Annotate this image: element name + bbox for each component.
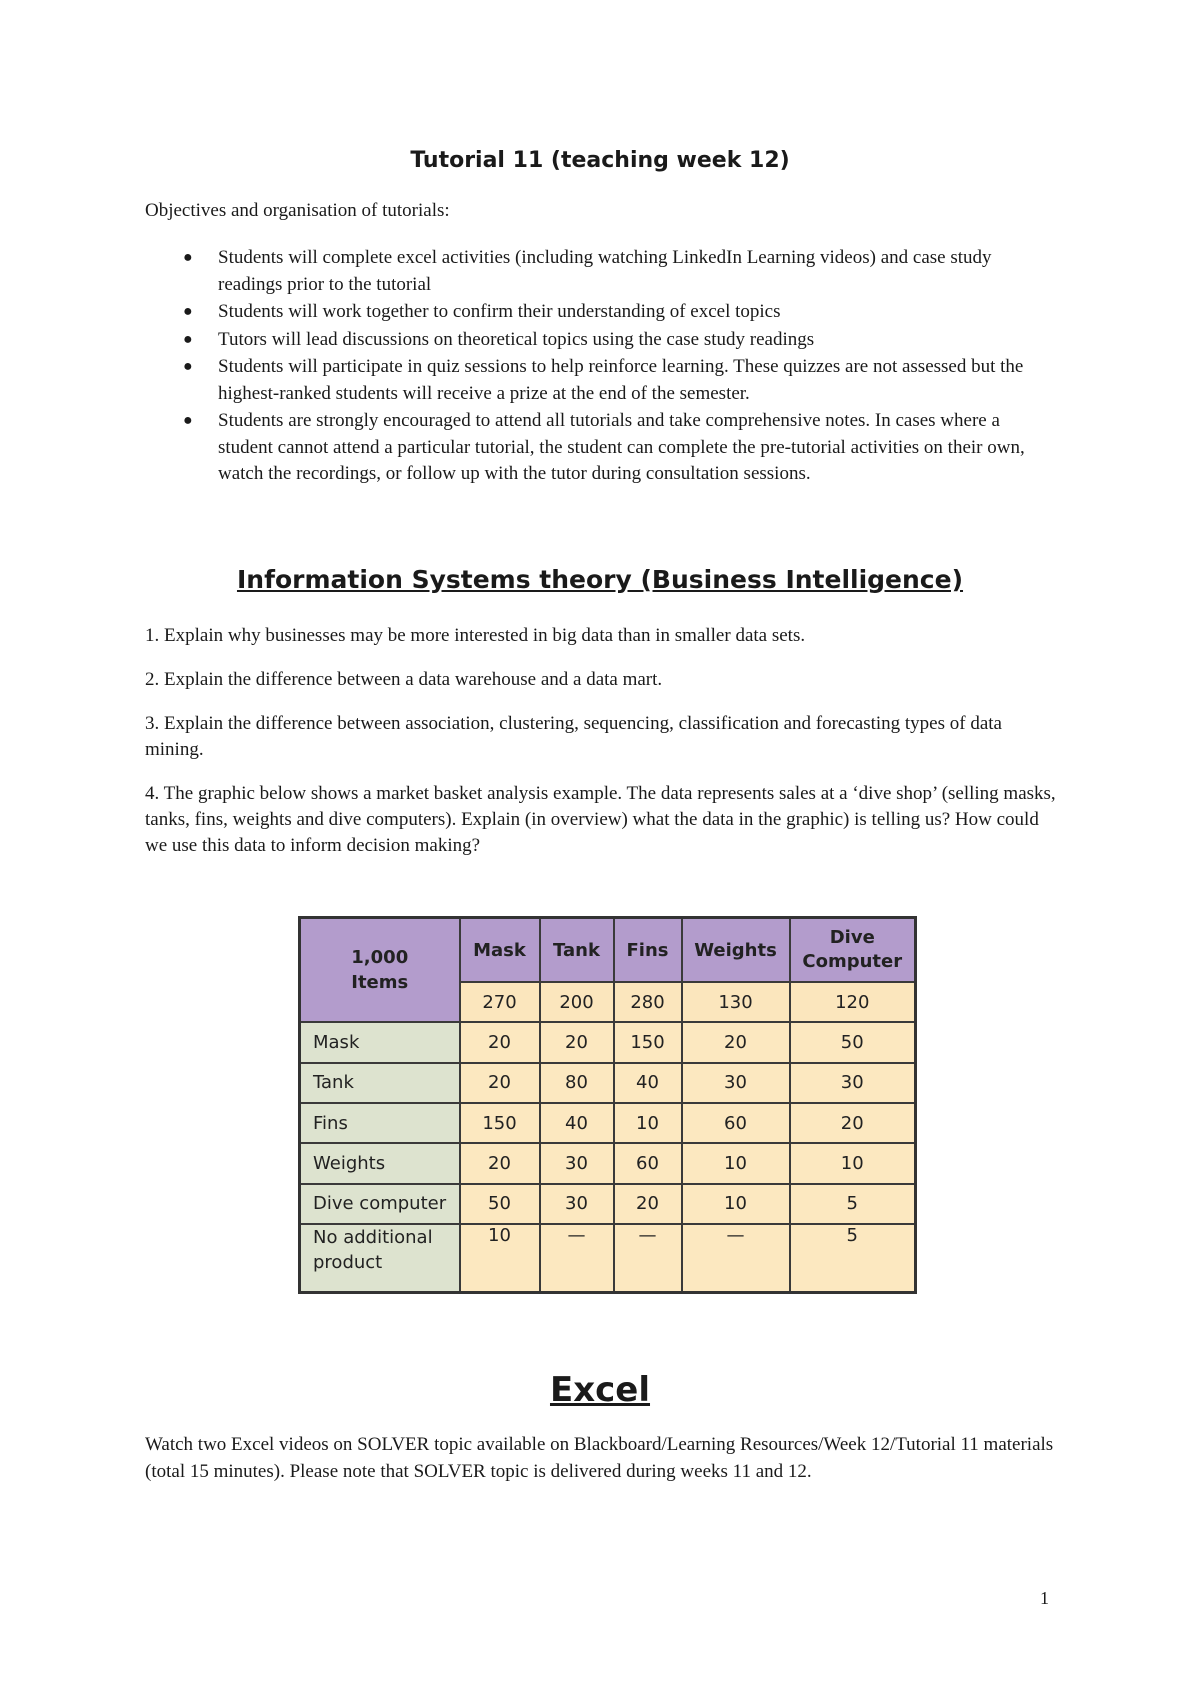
table-cell: —	[540, 1224, 614, 1293]
list-item	[145, 299, 1045, 326]
table-cell: 10	[460, 1224, 540, 1293]
table-cell: 40	[614, 1063, 682, 1103]
bullet-icon: ●	[183, 303, 193, 320]
total-cell: 200	[540, 982, 614, 1022]
list-item-text: Students will participate in quiz sessions to help reinforce learning. These quizzes are not assessed but the highest-ranked students will receive a prize at the end of the semester.	[218, 356, 1024, 404]
excel-instructions: Watch two Excel videos on SOLVER topic available on Blackboard/Learning Resources/Week 12/Tutorial 11 materials (total 15 minutes). Please note that SOLVER topic is delivered during weeks 11 and 12.	[145, 1434, 1054, 1482]
table-cell: 20	[614, 1184, 682, 1224]
table-cell: 20	[460, 1063, 540, 1103]
question-1: 1. Explain why businesses may be more interested in big data than in smaller data sets.	[145, 625, 806, 646]
table-row	[300, 1143, 916, 1183]
table-row	[300, 1224, 916, 1293]
table-cell: 10	[790, 1143, 916, 1183]
objectives-intro: Objectives and organisation of tutorials:	[145, 200, 450, 221]
row-label: Dive computer	[300, 1184, 460, 1224]
column-header: Fins	[614, 918, 682, 983]
column-header: Dive Computer	[790, 918, 916, 983]
list-item	[145, 245, 1045, 298]
market-basket-table-figure	[298, 916, 914, 1294]
table-cell: 5	[790, 1184, 916, 1224]
table-cell: 30	[682, 1063, 790, 1103]
list-item	[145, 327, 1045, 354]
total-cell: 280	[614, 982, 682, 1022]
bullet-icon: ●	[183, 412, 193, 429]
page-number: 1	[1040, 1588, 1049, 1608]
table-cell: 20	[460, 1143, 540, 1183]
section-heading: Information Systems theory (Business Intelligence)	[236, 565, 964, 594]
list-item-text: Students will complete excel activities (including watching LinkedIn Learning videos) and case study readings prior to the tutorial	[218, 247, 992, 295]
row-label: No additional product	[300, 1224, 460, 1293]
table-cell: 30	[790, 1063, 916, 1103]
corner-line-1: 1,000	[351, 947, 409, 969]
table-cell: 20	[682, 1022, 790, 1062]
question-4: 4. The graphic below shows a market basket analysis example. The data represents sales at a ‘dive shop’ (selling masks, tanks, fins, weights and dive computers). Explain (in overview) what the data in the graphic) is telling us? How could we use this data to inform decision making?	[145, 783, 1056, 856]
row-label: Tank	[300, 1063, 460, 1103]
column-header: Tank	[540, 918, 614, 983]
table-row	[300, 1103, 916, 1143]
row-label: Fins	[300, 1103, 460, 1143]
bullet-icon: ●	[183, 330, 193, 348]
table-row	[300, 1184, 916, 1224]
table-cell: 30	[540, 1184, 614, 1224]
column-header: Weights	[682, 918, 790, 983]
table-cell: 50	[460, 1184, 540, 1224]
row-label: Weights	[300, 1143, 460, 1183]
page-title: Tutorial 11 (teaching week 12)	[410, 148, 790, 173]
table-cell: 10	[682, 1184, 790, 1224]
total-cell: 130	[682, 982, 790, 1022]
table-cell: 30	[540, 1143, 614, 1183]
market-basket-table	[298, 916, 917, 1294]
table-cell: —	[682, 1224, 790, 1293]
table-header-row	[300, 918, 916, 983]
list-item	[145, 354, 1045, 407]
list-item	[145, 408, 1045, 488]
table-cell: 10	[614, 1103, 682, 1143]
table-cell: 20	[540, 1022, 614, 1062]
row-label: Mask	[300, 1022, 460, 1062]
table-cell: 10	[682, 1143, 790, 1183]
table-cell: 50	[790, 1022, 916, 1062]
excel-heading: Excel	[549, 1370, 651, 1410]
question-2: 2. Explain the difference between a data warehouse and a data mart.	[145, 669, 663, 690]
table-row	[300, 1022, 916, 1062]
question-3: 3. Explain the difference between association, clustering, sequencing, classification and forecasting types of data mining.	[145, 713, 1002, 760]
table-cell: 80	[540, 1063, 614, 1103]
column-header: Mask	[460, 918, 540, 983]
bullet-icon: ●	[183, 358, 193, 375]
bullet-icon: ●	[183, 249, 193, 266]
list-item-text: Students will work together to confirm their understanding of excel topics	[218, 301, 781, 322]
table-cell: 60	[614, 1143, 682, 1183]
table-cell: 150	[614, 1022, 682, 1062]
list-item-text: Tutors will lead discussions on theoretical topics using the case study readings	[218, 328, 815, 350]
corner-line-2: Items	[351, 972, 409, 994]
objectives-list	[145, 245, 1045, 489]
list-item-text: Students are strongly encouraged to attend all tutorials and take comprehensive notes. In cases where a student cannot attend a particular tutorial, the student can complete the pre-tutorial activities on their own, watch the recordings, or follow up with the tutor during consultation sessions.	[218, 410, 1025, 484]
table-cell: 20	[460, 1022, 540, 1062]
table-cell: 5	[790, 1224, 916, 1293]
table-corner-cell	[300, 918, 460, 1023]
table-cell: 150	[460, 1103, 540, 1143]
table-cell: —	[614, 1224, 682, 1293]
table-cell: 20	[790, 1103, 916, 1143]
table-cell: 60	[682, 1103, 790, 1143]
table-cell: 40	[540, 1103, 614, 1143]
total-cell: 120	[790, 982, 916, 1022]
total-cell: 270	[460, 982, 540, 1022]
table-row	[300, 1063, 916, 1103]
